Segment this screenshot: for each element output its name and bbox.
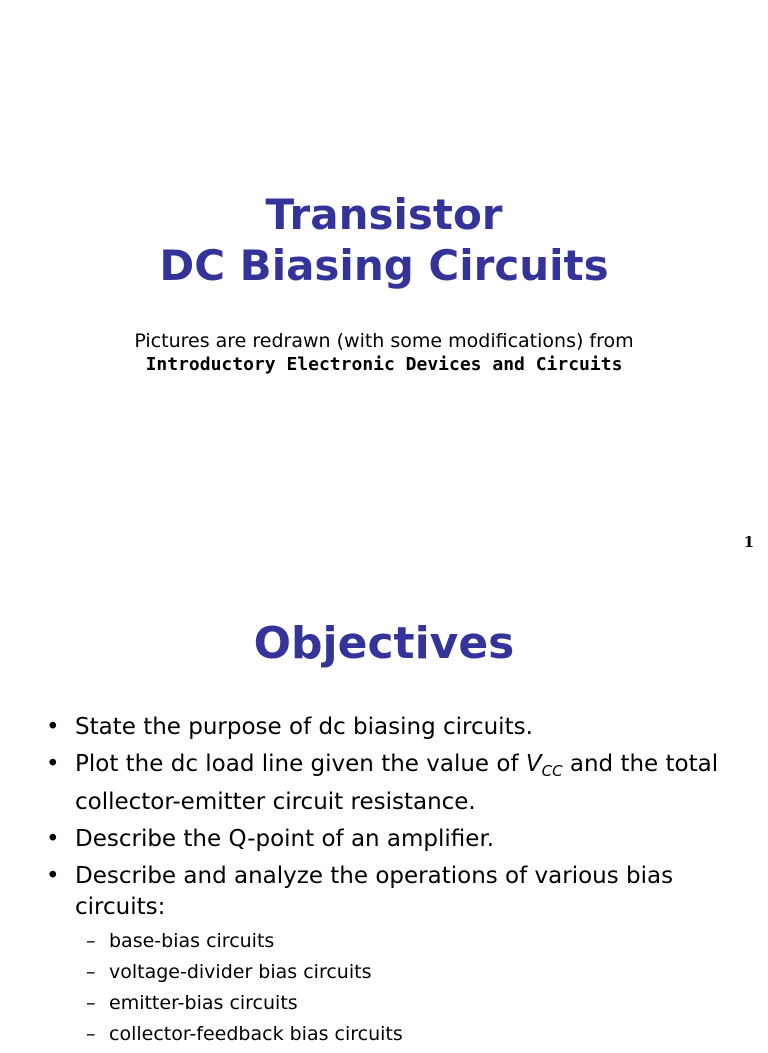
vcc-subscript: CC (541, 762, 563, 780)
objective-text-after: and the total collector-emitter circuit resistance. (75, 751, 719, 815)
dash-icon: – (86, 961, 96, 983)
objective-item (44, 749, 744, 818)
objective-text: State the purpose of dc biasing circuits. (75, 714, 533, 740)
bias-circuit-item (75, 960, 744, 984)
objectives-list (44, 712, 744, 1053)
page-number: 1 (743, 533, 754, 551)
dash-icon: – (86, 1023, 96, 1045)
objectives-title: Objectives (253, 618, 515, 669)
dash-icon: – (86, 930, 96, 952)
slide-title-line-1: Transistor (265, 190, 503, 239)
bullet-icon: • (46, 714, 60, 740)
objectives-slide (0, 576, 768, 1045)
objective-item (44, 824, 744, 855)
bias-circuit-text: voltage-divider bias circuits (109, 961, 372, 983)
bullet-icon: • (46, 863, 60, 889)
bullet-icon: • (46, 751, 60, 777)
slide-title-line-2: DC Biasing Circuits (159, 241, 609, 290)
bias-circuit-item (75, 1022, 744, 1046)
dash-icon: – (86, 992, 96, 1014)
objective-text-before: Plot the dc load line given the value of (75, 751, 526, 777)
bias-circuit-text: base-bias circuits (109, 930, 275, 952)
bias-circuit-item (75, 929, 744, 953)
bullet-icon: • (46, 826, 60, 852)
objective-text: Describe the Q-point of an amplifier. (75, 826, 495, 852)
bias-circuit-item (75, 991, 744, 1015)
bias-circuit-list (75, 929, 744, 1046)
objective-text: Describe and analyze the operations of various bias circuits: (75, 863, 674, 920)
vcc-variable: V (525, 751, 542, 777)
objective-item (44, 861, 744, 1046)
book-title: Introductory Electronic Devices and Circuits (145, 354, 623, 375)
bias-circuit-text: collector-feedback bias circuits (109, 1023, 403, 1045)
bias-circuit-text: emitter-bias circuits (109, 992, 298, 1014)
objective-item (44, 712, 744, 743)
credit-text: Pictures are redrawn (with some modifications) from (134, 330, 634, 352)
